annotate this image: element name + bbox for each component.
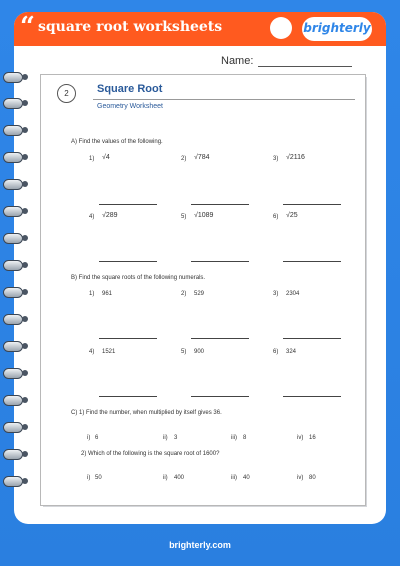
spiral-coil-icon <box>3 395 29 406</box>
worksheet-sheet <box>40 74 366 506</box>
answer-line[interactable] <box>99 204 157 205</box>
worksheet-card <box>14 12 386 524</box>
a-item-num: 2) <box>181 156 187 162</box>
spiral-coil-icon <box>3 422 29 433</box>
a-item-expr: √4 <box>102 154 110 161</box>
spiral-coil-icon <box>3 314 29 325</box>
spiral-coil-icon <box>3 368 29 379</box>
b-item-num: 2) <box>181 291 187 297</box>
brighterly-logo[interactable] <box>302 17 372 41</box>
b-item-num: 1) <box>89 291 95 297</box>
spiral-coil-icon <box>3 72 29 83</box>
a-item-expr: √25 <box>286 212 298 219</box>
c2-option-value[interactable]: 50 <box>95 475 102 481</box>
a-item-num: 3) <box>273 156 279 162</box>
spiral-coil-icon <box>3 152 29 163</box>
a-item-num: 4) <box>89 214 95 220</box>
a-item-expr: √1089 <box>194 212 214 219</box>
b-item-expr: 961 <box>102 291 113 297</box>
logo-text: brighterly <box>303 21 371 35</box>
c1-option-num: ii) <box>163 435 168 441</box>
footer-link[interactable]: brighterly.com <box>169 540 231 550</box>
title-rule <box>93 99 355 100</box>
answer-line[interactable] <box>283 396 341 397</box>
section-c-question-2: 2) Which of the following is the square root of 1600? <box>81 451 220 457</box>
b-item-num: 5) <box>181 349 187 355</box>
spiral-coil-icon <box>3 233 29 244</box>
spiral-coil-icon <box>3 98 29 109</box>
b-item-expr: 2304 <box>286 291 300 297</box>
section-b-prompt: B) Find the square roots of the following numerals. <box>71 275 206 281</box>
name-label: Name: <box>221 55 254 67</box>
a-item-expr: √289 <box>102 212 118 219</box>
b-item-expr: 900 <box>194 349 205 355</box>
c1-option-value[interactable]: 8 <box>243 435 247 441</box>
b-item-num: 3) <box>273 291 279 297</box>
c1-option-num: iv) <box>297 435 304 441</box>
answer-line[interactable] <box>283 204 341 205</box>
b-item-num: 4) <box>89 349 95 355</box>
sheet-number: 2 <box>57 84 76 103</box>
spiral-coil-icon <box>3 449 29 460</box>
c1-option-value[interactable]: 3 <box>174 435 178 441</box>
name-line <box>258 66 352 67</box>
a-item-num: 5) <box>181 214 187 220</box>
sheet-subtitle: Geometry Worksheet <box>97 103 164 110</box>
header-title: square root worksheets <box>38 19 223 35</box>
c1-option-value[interactable]: 6 <box>95 435 99 441</box>
c1-option-value[interactable]: 16 <box>309 435 316 441</box>
answer-line[interactable] <box>99 261 157 262</box>
b-item-expr: 1521 <box>102 349 116 355</box>
circle-button[interactable] <box>270 17 292 39</box>
c2-option-num: ii) <box>163 475 168 481</box>
answer-line[interactable] <box>99 396 157 397</box>
answer-line[interactable] <box>191 338 249 339</box>
c2-option-num: iii) <box>231 475 237 481</box>
answer-line[interactable] <box>99 338 157 339</box>
a-item-num: 1) <box>89 156 95 162</box>
a-item-expr: √784 <box>194 154 210 161</box>
c1-option-num: iii) <box>231 435 237 441</box>
a-item-num: 6) <box>273 214 279 220</box>
spiral-coil-icon <box>3 125 29 136</box>
c2-option-value[interactable]: 80 <box>309 475 316 481</box>
quote-mark-icon: “ <box>20 12 35 42</box>
c1-option-num: i) <box>87 435 91 441</box>
spiral-coil-icon <box>3 287 29 298</box>
spiral-coil-icon <box>3 341 29 352</box>
c2-option-num: iv) <box>297 475 304 481</box>
b-item-expr: 529 <box>194 291 205 297</box>
answer-line[interactable] <box>191 204 249 205</box>
spiral-coil-icon <box>3 179 29 190</box>
b-item-num: 6) <box>273 349 279 355</box>
spiral-coil-icon <box>3 206 29 217</box>
header-bar <box>14 12 386 46</box>
section-c-question-1: C) 1) Find the number, when multiplied by itself gives 36. <box>71 410 222 416</box>
c2-option-value[interactable]: 40 <box>243 475 250 481</box>
c2-option-num: i) <box>87 475 91 481</box>
answer-line[interactable] <box>283 338 341 339</box>
spiral-coil-icon <box>3 476 29 487</box>
section-a-prompt: A) Find the values of the following. <box>71 139 163 145</box>
answer-line[interactable] <box>283 261 341 262</box>
sheet-title: Square Root <box>97 83 163 95</box>
b-item-expr: 324 <box>286 349 297 355</box>
answer-line[interactable] <box>191 396 249 397</box>
a-item-expr: √2116 <box>286 154 305 161</box>
spiral-coil-icon <box>3 260 29 271</box>
answer-line[interactable] <box>191 261 249 262</box>
c2-option-value[interactable]: 400 <box>174 475 185 481</box>
